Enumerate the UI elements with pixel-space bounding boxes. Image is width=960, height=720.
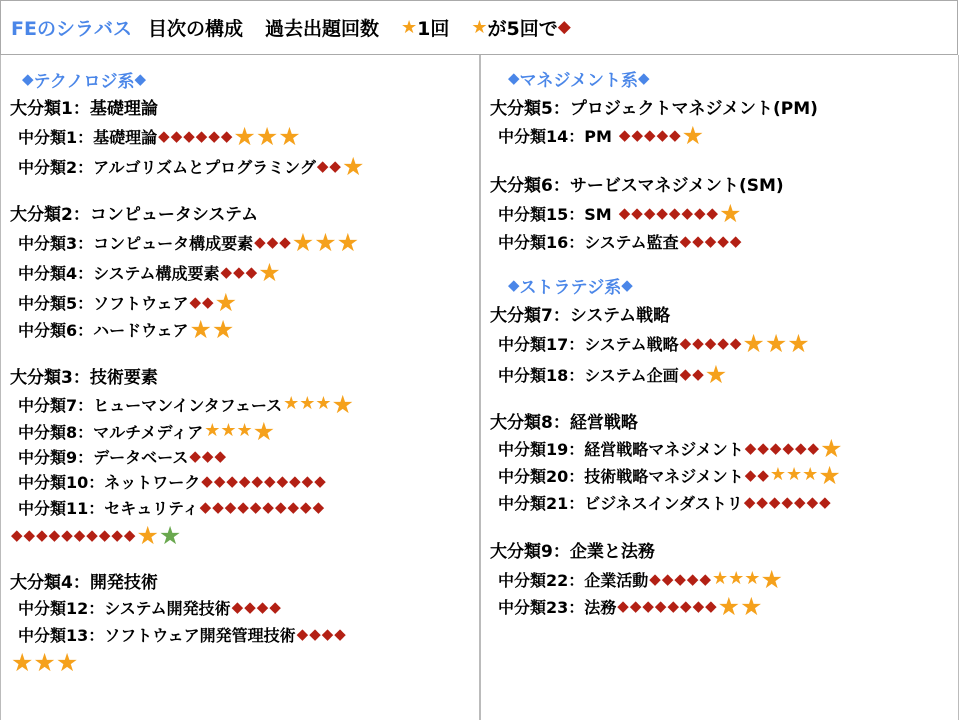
- frequency-marks: [11, 520, 182, 550]
- mid-category-11-continued: [10, 522, 181, 548]
- major-category-8: 大分類8：経営戦略: [490, 412, 638, 433]
- mid-category-15: [498, 200, 742, 226]
- star-icon: ★: [820, 433, 843, 463]
- mid-category-7: [18, 391, 354, 417]
- diamond-icon: ◆: [642, 596, 654, 615]
- mid-category-label: 中分類3：コンピュータ構成要素: [18, 233, 254, 253]
- mid-category-19: [498, 435, 843, 461]
- diamond-icon: ◆: [183, 126, 195, 145]
- star-icon: ★: [214, 287, 238, 317]
- frequency-marks: [679, 231, 743, 250]
- frequency-marks: [743, 492, 832, 511]
- frame-left: [0, 55, 1, 720]
- diamond-icon: ◆: [782, 438, 794, 457]
- diamond-icon: ◆: [213, 471, 226, 490]
- mid-category-label: 中分類10：ネットワーク: [18, 472, 201, 492]
- frame-right: [958, 55, 959, 720]
- major-category-3: 大分類3：技術要素: [10, 367, 158, 388]
- frequency-marks: [617, 591, 763, 621]
- mid-category-2: [18, 153, 364, 179]
- diamond-icon: ◆: [214, 446, 226, 465]
- diamond-icon: ◆: [231, 597, 244, 616]
- mid-category-14: [498, 122, 704, 148]
- star-icon: ★: [769, 464, 787, 485]
- diamond-icon: ◆: [618, 203, 631, 222]
- title-bar: [0, 0, 958, 55]
- diamond-icon: ◆: [202, 292, 214, 311]
- mid-category-label: 中分類2：アルゴリズムとプログラミング: [18, 157, 316, 177]
- major-category-5: 大分類5：プロジェクトマネジメント(PM): [490, 98, 818, 119]
- diamond-icon: ◆: [199, 497, 212, 516]
- diamond-icon: ◆: [249, 497, 262, 516]
- diamond-icon: ◆: [508, 68, 520, 87]
- mid-category-label: 中分類5：ソフトウェア: [18, 293, 189, 313]
- frequency-marks: [189, 287, 238, 317]
- diamond-icon: ◆: [679, 364, 692, 383]
- diamond-icon: ◆: [208, 126, 220, 145]
- diamond-icon: ◆: [819, 492, 831, 511]
- diamond-icon: ◆: [617, 596, 629, 615]
- major-category-9: 大分類9：企業と法務: [490, 541, 655, 562]
- diamond-icon: ◆: [654, 596, 667, 615]
- diamond-icon: ◆: [123, 525, 136, 544]
- diamond-icon: ◆: [314, 471, 326, 490]
- diamond-icon: ◆: [680, 596, 692, 615]
- diamond-icon: ◆: [279, 232, 291, 251]
- diamond-icon: ◆: [301, 471, 314, 490]
- star-icon: ★: [204, 420, 221, 441]
- diamond-icon: ◆: [256, 597, 269, 616]
- diamond-icon: ◆: [276, 471, 289, 490]
- diamond-icon: ◆: [744, 438, 757, 457]
- diamond-icon: ◆: [638, 68, 650, 87]
- diamond-icon: ◆: [158, 126, 170, 145]
- mid-category-9: [18, 443, 227, 469]
- diamond-icon: ◆: [807, 438, 820, 457]
- mid-category-17: [498, 330, 810, 356]
- diamond-icon: ◆: [238, 471, 251, 490]
- diamond-icon: ◆: [48, 525, 61, 544]
- diamond-icon: ◆: [73, 525, 86, 544]
- mid-category-label: 中分類16：システム監査: [498, 232, 679, 252]
- diamond-icon: ◆: [692, 596, 705, 615]
- mid-category-label: 中分類20：技術戦略マネジメント: [498, 466, 744, 486]
- diamond-icon: ◆: [189, 292, 202, 311]
- diamond-icon: ◆: [195, 126, 208, 145]
- diamond-icon: ◆: [717, 333, 729, 352]
- diamond-icon: ◆: [61, 525, 73, 544]
- star-icon: ★: [136, 520, 159, 550]
- diamond-icon: ◆: [686, 569, 699, 588]
- diamond-icon: ◆: [220, 126, 233, 145]
- title-fe: FEのシラバス: [11, 18, 132, 40]
- diamond-icon: ◆: [756, 492, 768, 511]
- frequency-marks: [199, 497, 325, 516]
- legend-five: [471, 14, 571, 41]
- diamond-icon: ◆: [679, 333, 692, 352]
- legend-one: [401, 14, 449, 41]
- diamond-icon: ◆: [694, 203, 706, 222]
- mid-category-label: 中分類6：ハードウェア: [18, 320, 189, 340]
- diamond-icon: ◆: [769, 438, 782, 457]
- mid-category-20: [498, 462, 841, 488]
- diamond-icon: ◆: [237, 497, 249, 516]
- category-management: [508, 65, 650, 91]
- mid-category-label: 中分類15：SM: [498, 204, 612, 224]
- mid-category-13-continued: [10, 649, 78, 675]
- diamond-icon: ◆: [768, 492, 781, 511]
- mid-category-label: 中分類14：PM: [498, 126, 612, 146]
- star-icon: ★: [681, 120, 705, 150]
- diamond-icon: ◆: [334, 624, 346, 643]
- star-icon: ★: [712, 568, 729, 589]
- star-icon: ★: [11, 647, 34, 677]
- title-toc: 目次の構成: [147, 18, 243, 40]
- star-icon: ★: [704, 359, 728, 389]
- star-icon: ★: [299, 393, 316, 414]
- star-icon: ★: [233, 121, 256, 151]
- diamond-icon: ◆: [692, 333, 704, 352]
- diamond-icon: ◆: [781, 492, 794, 511]
- mid-category-label: 中分類9：データベース: [18, 447, 189, 467]
- diamond-icon: ◆: [705, 596, 717, 615]
- frequency-marks: [189, 314, 235, 344]
- star-icon: ★: [742, 328, 765, 358]
- diamond-icon: ◆: [201, 446, 214, 465]
- star-icon: ★: [236, 420, 253, 441]
- diamond-icon: ◆: [201, 471, 213, 490]
- star-icon: ★: [258, 257, 281, 287]
- diamond-icon: ◆: [717, 231, 729, 250]
- star-icon: ★: [786, 464, 803, 485]
- star-icon: ★: [744, 568, 761, 589]
- mid-category-5: [18, 289, 237, 315]
- diamond-icon: ◆: [244, 597, 256, 616]
- star-icon: ★: [401, 16, 418, 38]
- diamond-icon: ◆: [508, 275, 520, 294]
- mid-category-23: [498, 593, 763, 619]
- diamond-icon: ◆: [321, 624, 334, 643]
- mid-category-label: 中分類11：セキュリティ: [18, 498, 199, 518]
- diamond-icon: ◆: [631, 203, 643, 222]
- diamond-icon: ◆: [631, 125, 644, 144]
- frequency-marks: [618, 198, 742, 228]
- diamond-icon: ◆: [674, 569, 686, 588]
- legend-one-text: 1回: [417, 18, 450, 40]
- mid-category-8: [18, 418, 275, 444]
- diamond-icon: ◆: [729, 333, 742, 352]
- green-star-icon: ★: [158, 520, 182, 550]
- mid-category-12: [18, 594, 282, 620]
- star-icon: ★: [314, 227, 337, 257]
- star-icon: ★: [764, 328, 788, 358]
- frequency-marks: [283, 389, 354, 419]
- star-icon: ★: [719, 198, 742, 228]
- diamond-icon: ◆: [794, 492, 806, 511]
- star-icon: ★: [717, 591, 741, 621]
- mid-category-3: [18, 229, 359, 255]
- star-icon: ★: [189, 314, 212, 344]
- frequency-marks: [316, 151, 365, 181]
- diamond-icon: ◆: [644, 125, 656, 144]
- major-category-4: 大分類4：開発技術: [10, 572, 158, 593]
- diamond-icon: ◆: [23, 525, 36, 544]
- diamond-icon: ◆: [36, 525, 48, 544]
- mid-category-21: [498, 489, 832, 515]
- star-icon: ★: [331, 389, 354, 419]
- star-icon: ★: [728, 568, 745, 589]
- mid-category-13: [18, 621, 347, 647]
- mid-category-11: [18, 494, 325, 520]
- diamond-icon: ◆: [692, 231, 704, 250]
- diamond-icon: ◆: [245, 262, 258, 281]
- frequency-marks: [189, 446, 227, 465]
- diamond-icon: ◆: [329, 156, 341, 175]
- frequency-marks: [744, 433, 843, 463]
- star-icon: ★: [278, 121, 301, 151]
- major-category-6: 大分類6：サービスマネジメント(SM): [490, 175, 784, 196]
- major-category-2: 大分類2：コンピュータシステム: [10, 204, 259, 225]
- star-icon: ★: [802, 464, 819, 485]
- title-count: 過去出題回数: [264, 18, 379, 40]
- frequency-marks: [618, 120, 705, 150]
- star-icon: ★: [291, 227, 315, 257]
- diamond-icon: ◆: [262, 497, 274, 516]
- diamond-icon: ◆: [618, 125, 631, 144]
- diamond-icon: ◆: [220, 262, 233, 281]
- star-icon: ★: [740, 591, 763, 621]
- diamond-icon: ◆: [729, 231, 742, 250]
- diamond-icon: ◆: [11, 525, 23, 544]
- mid-category-label: 中分類4：システム構成要素: [18, 263, 220, 283]
- mid-category-label: 中分類7：ヒューマンインタフェース: [18, 395, 283, 415]
- star-icon: ★: [252, 416, 276, 446]
- diamond-icon: ◆: [274, 497, 287, 516]
- mid-category-6: [18, 316, 234, 342]
- mid-category-4: [18, 259, 281, 285]
- star-icon: ★: [211, 314, 235, 344]
- mid-category-label: 中分類18：システム企画: [498, 365, 679, 385]
- star-icon: ★: [336, 227, 360, 257]
- diamond-icon: ◆: [269, 597, 281, 616]
- diamond-icon: ◆: [111, 525, 123, 544]
- mid-category-label: 中分類8：マルチメディア: [18, 422, 204, 442]
- diamond-icon: ◆: [757, 465, 769, 484]
- diamond-icon: ◆: [316, 156, 329, 175]
- star-icon: ★: [220, 420, 237, 441]
- diamond-icon: ◆: [254, 232, 266, 251]
- diamond-icon: ◆: [704, 333, 717, 352]
- diamond-icon: ◆: [289, 471, 301, 490]
- diamond-icon: ◆: [743, 492, 756, 511]
- mid-category-1: [18, 123, 301, 149]
- mid-category-label: 中分類17：システム戦略: [498, 334, 679, 354]
- diamond-icon: ◆: [656, 203, 668, 222]
- frequency-marks: [679, 359, 728, 389]
- mid-category-18: [498, 361, 727, 387]
- diamond-icon: ◆: [212, 497, 224, 516]
- diamond-icon: ◆: [300, 497, 312, 516]
- diamond-icon: ◆: [667, 596, 680, 615]
- diamond-icon: ◆: [233, 262, 245, 281]
- diamond-icon: ◆: [312, 497, 325, 516]
- star-icon: ★: [255, 121, 279, 151]
- star-icon: ★: [341, 151, 365, 181]
- diamond-icon: ◆: [22, 69, 34, 88]
- diamond-icon: ◆: [629, 596, 642, 615]
- diamond-icon: ◆: [706, 203, 719, 222]
- column-divider: [479, 55, 481, 720]
- star-icon: ★: [818, 460, 841, 490]
- diamond-icon: ◆: [309, 624, 321, 643]
- diamond-icon: ◆: [189, 446, 201, 465]
- frequency-marks: [649, 564, 783, 594]
- star-icon: ★: [315, 393, 332, 414]
- mid-category-label: 中分類1：基礎理論: [18, 127, 158, 147]
- diamond-icon: ◆: [621, 275, 633, 294]
- frequency-marks: [11, 647, 79, 677]
- star-icon: ★: [33, 647, 56, 677]
- mid-category-10: [18, 468, 327, 494]
- mid-category-label: 中分類12：システム開発技術: [18, 598, 231, 618]
- diamond-icon: ◆: [699, 569, 712, 588]
- mid-category-label: 中分類13：ソフトウェア開発管理技術: [18, 625, 296, 645]
- mid-category-label: 中分類23：法務: [498, 597, 617, 617]
- diamond-icon: ◆: [744, 465, 757, 484]
- category-strategy: [508, 272, 633, 298]
- mid-category-label: 中分類21：ビジネスインダストリ: [498, 493, 743, 513]
- diamond-icon: ◆: [692, 364, 704, 383]
- star-icon: ★: [787, 328, 810, 358]
- diamond-icon: ◆: [170, 126, 183, 145]
- diamond-icon: ◆: [656, 125, 669, 144]
- major-category-7: 大分類7：システム戦略: [490, 305, 671, 326]
- diamond-icon: ◆: [806, 492, 819, 511]
- major-category-1: 大分類1：基礎理論: [10, 98, 158, 119]
- diamond-icon: ◆: [266, 232, 279, 251]
- diamond-icon: ◆: [668, 203, 681, 222]
- diamond-icon: ◆: [679, 231, 692, 250]
- mid-category-16: [498, 228, 742, 254]
- diamond-icon: ◆: [557, 17, 571, 37]
- diamond-icon: ◆: [649, 569, 661, 588]
- diamond-icon: ◆: [794, 438, 807, 457]
- frequency-marks: [254, 227, 360, 257]
- diamond-icon: ◆: [296, 624, 309, 643]
- frequency-marks: [201, 471, 326, 490]
- frequency-marks: [296, 624, 347, 643]
- star-icon: ★: [760, 564, 783, 594]
- diamond-icon: ◆: [226, 471, 238, 490]
- diamond-icon: ◆: [134, 69, 147, 88]
- legend-five-text: が5回で: [487, 18, 558, 40]
- mid-category-22: [498, 566, 783, 592]
- star-icon: ★: [55, 647, 79, 677]
- diamond-icon: ◆: [757, 438, 769, 457]
- diamond-icon: ◆: [264, 471, 276, 490]
- frequency-marks: [220, 257, 281, 287]
- diamond-icon: ◆: [287, 497, 300, 516]
- diamond-icon: ◆: [643, 203, 656, 222]
- frequency-marks: [158, 121, 301, 151]
- frequency-marks: [231, 597, 282, 616]
- category-label: テクノロジ系: [33, 71, 135, 92]
- frequency-marks: [679, 328, 810, 358]
- diamond-icon: ◆: [86, 525, 98, 544]
- diamond-icon: ◆: [224, 497, 237, 516]
- diamond-icon: ◆: [98, 525, 111, 544]
- diamond-icon: ◆: [251, 471, 264, 490]
- star-icon: ★: [471, 16, 488, 38]
- diamond-icon: ◆: [661, 569, 674, 588]
- mid-category-label: 中分類22：企業活動: [498, 570, 649, 590]
- star-icon: ★: [283, 393, 300, 414]
- category-label: マネジメント系: [519, 70, 639, 91]
- diamond-icon: ◆: [704, 231, 717, 250]
- category-label: ストラテジ系: [519, 277, 622, 298]
- frequency-marks: [204, 416, 276, 446]
- diamond-icon: ◆: [669, 125, 681, 144]
- frequency-marks: [744, 460, 841, 490]
- category-technology: [22, 66, 146, 92]
- mid-category-label: 中分類19：経営戦略マネジメント: [498, 439, 744, 459]
- diamond-icon: ◆: [681, 203, 693, 222]
